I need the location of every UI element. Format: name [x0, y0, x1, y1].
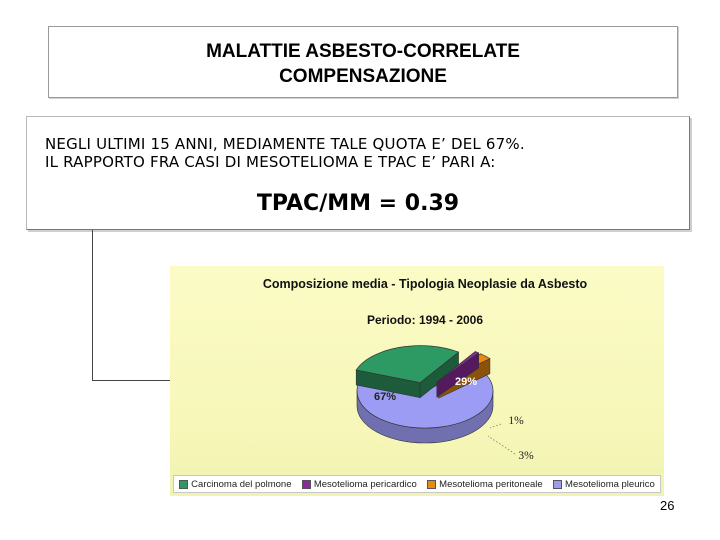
- data-label-mesotelioma-pleurico: 67%: [373, 391, 397, 403]
- legend-label: Mesotelioma peritoneale: [439, 478, 543, 490]
- page-number: 26: [660, 498, 675, 513]
- legend-item-mesotelioma-pleurico: [553, 479, 655, 490]
- chart-legend: [173, 475, 661, 493]
- data-label-mesotelioma-pericardico: 1%: [508, 415, 524, 427]
- legend-swatch: [179, 480, 188, 489]
- ratio-statement: TPAC/MM = 0.39: [256, 191, 460, 216]
- legend-item-mesotelioma-peritoneale: [427, 479, 543, 490]
- legend-swatch: [302, 480, 311, 489]
- chart-title: Composizione media - Tipologia Neoplasie da Asbesto: [262, 277, 588, 291]
- connector-line-vertical: [92, 230, 93, 381]
- legend-label: Carcinoma del polmone: [191, 478, 292, 490]
- pie-chart-panel: [170, 266, 664, 496]
- pie-chart: [170, 266, 664, 496]
- chart-subtitle: Periodo: 1994 - 2006: [366, 313, 484, 327]
- data-label-leader-line: [488, 436, 515, 454]
- legend-label: Mesotelioma pericardico: [313, 478, 417, 490]
- legend-swatch: [553, 480, 562, 489]
- data-label-carcinoma-del-polmone: 29%: [454, 376, 478, 388]
- title-box: [48, 26, 678, 98]
- info-box: [26, 116, 690, 230]
- legend-item-mesotelioma-pericardico: [302, 479, 417, 490]
- legend-label: Mesotelioma pleurico: [565, 478, 655, 490]
- data-label-leader-line: [490, 424, 501, 428]
- legend-item-carcinoma-del-polmone: [179, 479, 291, 490]
- data-label-mesotelioma-peritoneale: 3%: [518, 450, 534, 462]
- legend-swatch: [427, 480, 436, 489]
- info-line-2: IL RAPPORTO FRA CASI DI MESOTELIOMA E TPAC E’ PARI A:: [45, 153, 496, 171]
- info-line-1: NEGLI ULTIMI 15 ANNI, MEDIAMENTE TALE QUOTA E’ DEL 67%.: [45, 135, 525, 153]
- connector-line-horizontal: [92, 380, 170, 381]
- slide-title-line2: COMPENSAZIONE: [279, 66, 447, 87]
- slide-title-line1: MALATTIE ASBESTO-CORRELATE: [206, 41, 520, 62]
